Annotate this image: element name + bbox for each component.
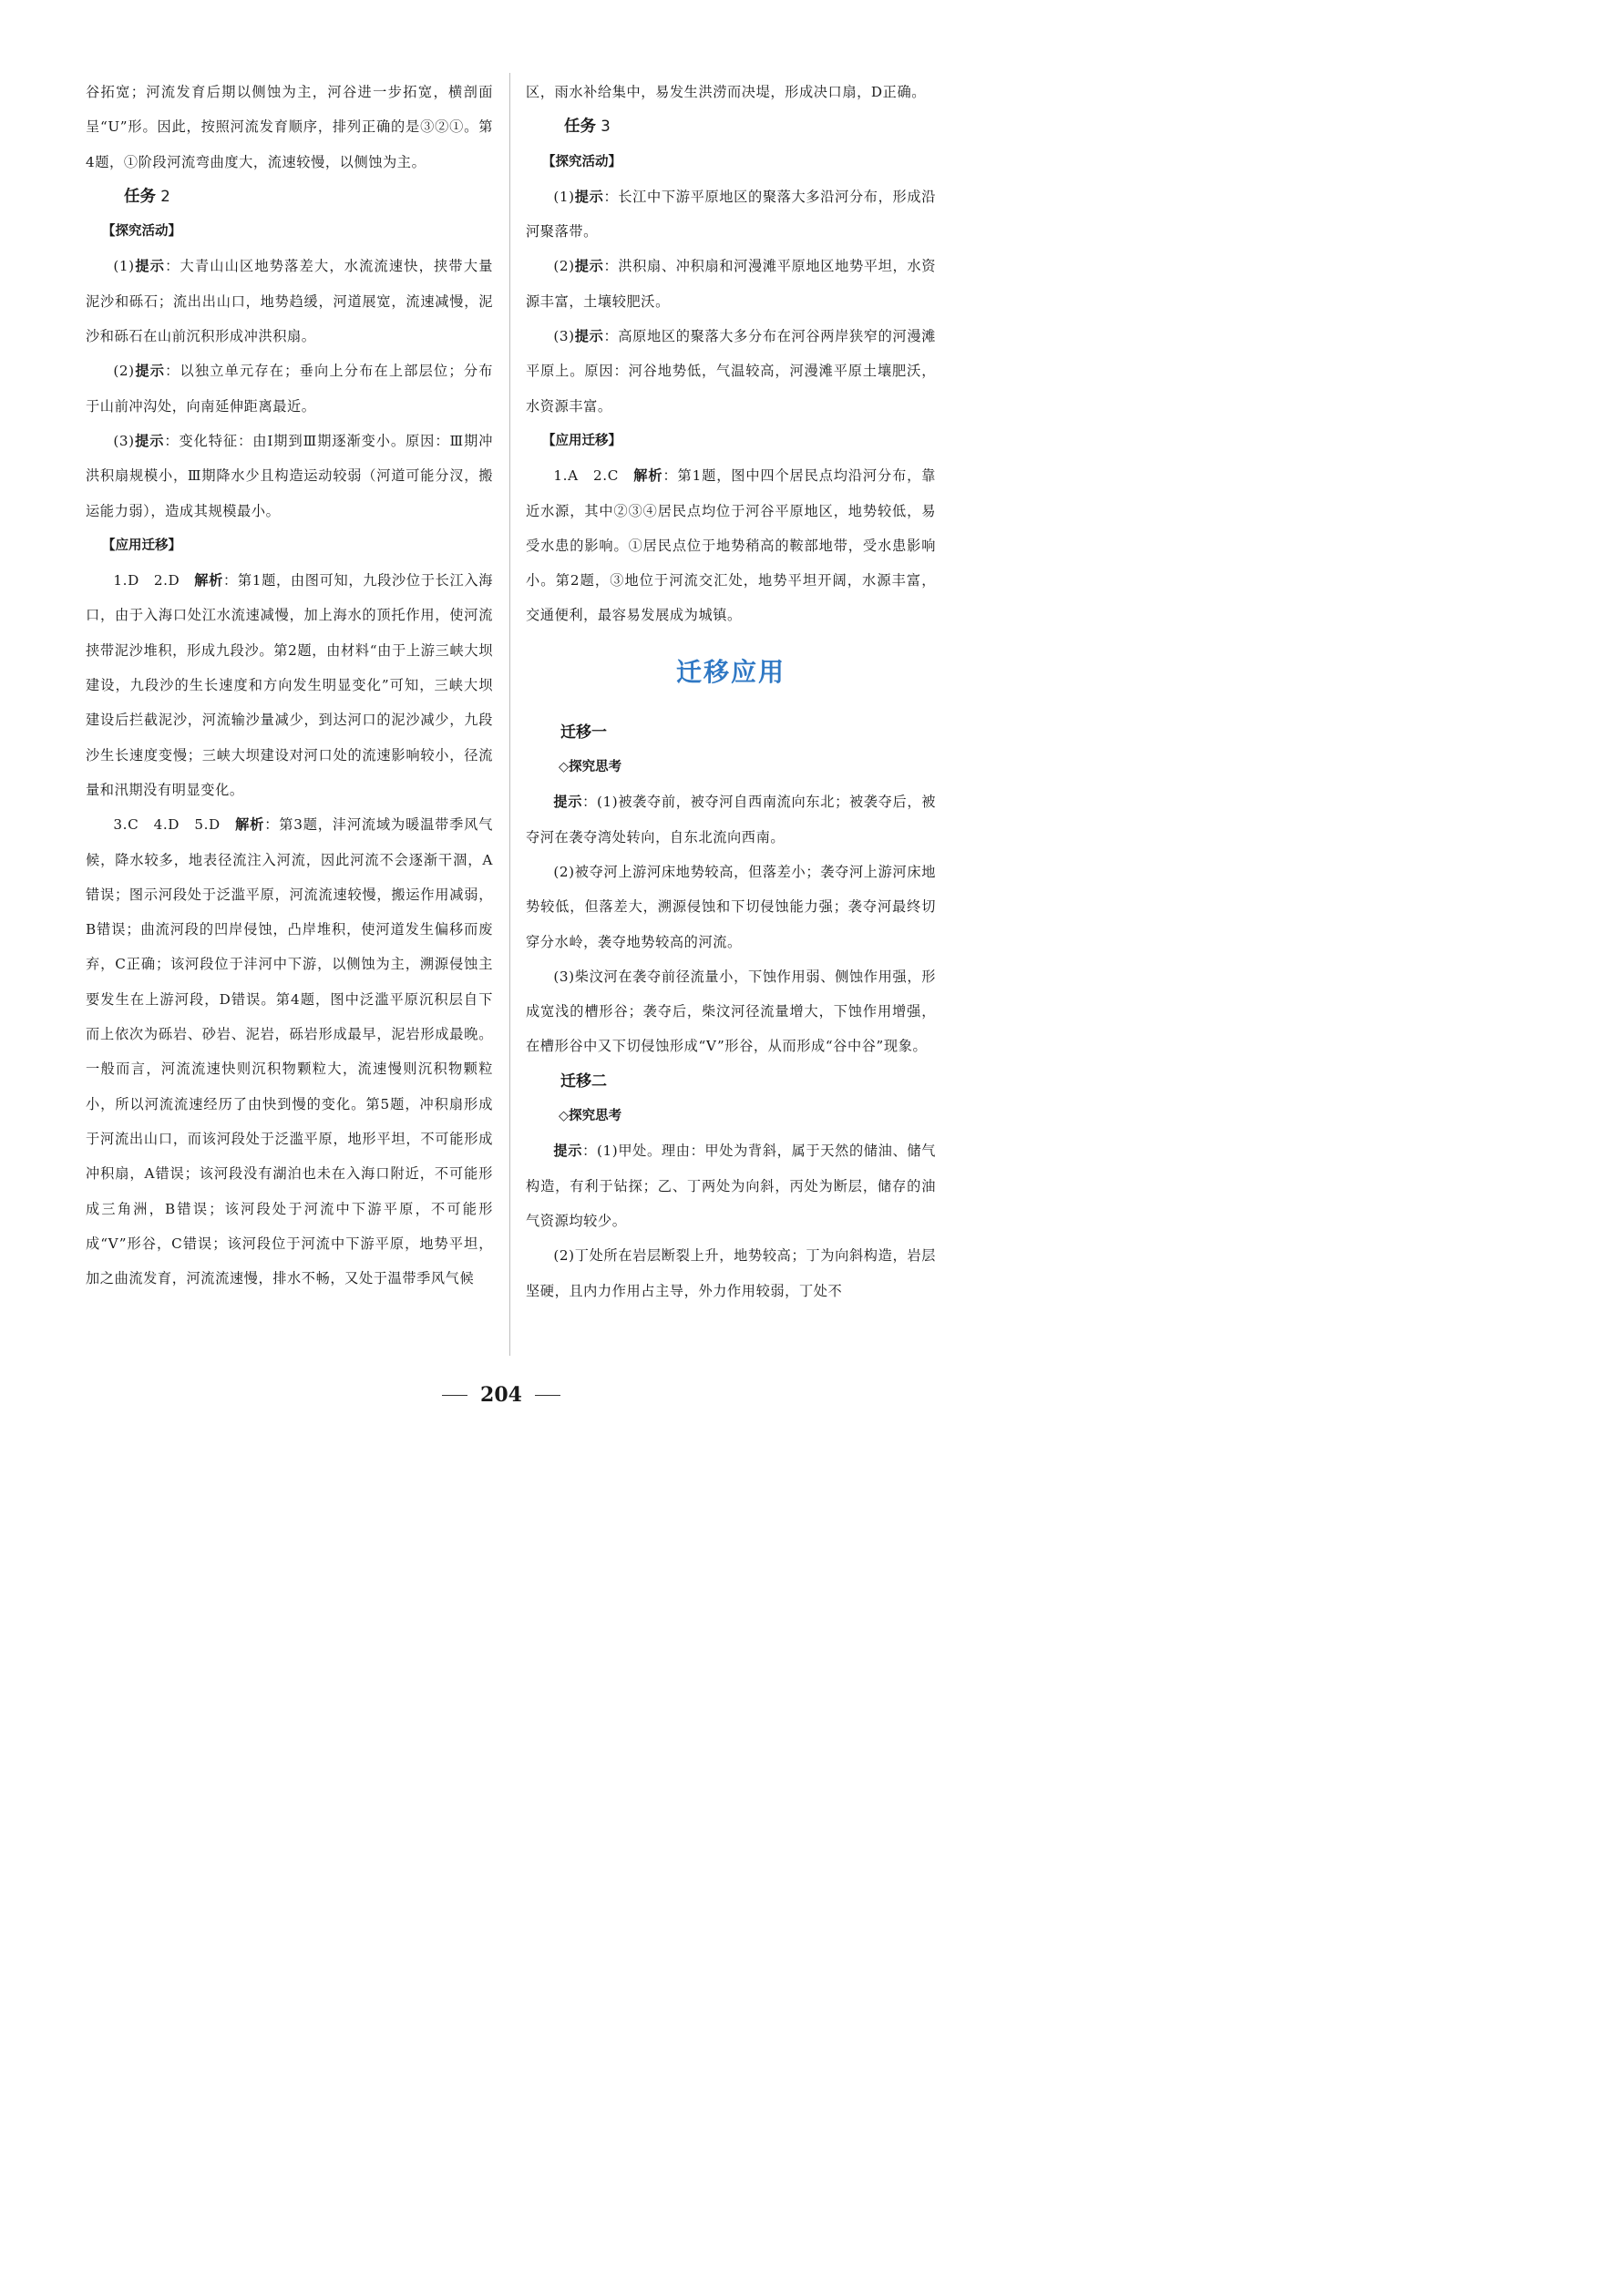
item-text: ：大青山山区地势落差大，水流流速快，挟带大量泥沙和砾石；流出出山口，地势趋缓，河道展宽，流速减慢，泥沙和砾石在山前沉积形成冲洪积扇。	[86, 258, 493, 345]
explore-activity-heading: 【探究活动】	[542, 154, 621, 169]
explore-think-heading: ◇探究思考	[559, 1109, 622, 1124]
item-text: ：(1)被袭夺前，被夺河自西南流向东北；被袭夺后，被夺河在袭夺湾处转向，自东北流向西南。	[526, 794, 936, 846]
analysis-text: ：第1题，由图可知，九段沙位于长江入海口，由于入海口处江水流速减慢，加上海水的顶托作用，使河流挟带泥沙堆积，形成九段沙。第2题，由材料“由于上游三峡大坝建设，九段沙的生长速度和方向发生明显变化”可知，三峡大坝建设后拦截泥沙，河流输沙量减少，到达河口的泥沙减少，九段沙生长速度变慢；三峡大坝建设对河口处的流速影响较小，径流量和汛期没有明显变化。	[86, 572, 493, 798]
explore-item-3	[86, 424, 493, 528]
item-text: ：以独立单元存在；垂向上分布在上部层位；分布于山前冲沟处，向南延伸距离最近。	[86, 363, 493, 415]
hint-keyword: 提示	[574, 258, 604, 275]
analysis-keyword: 解析	[633, 467, 663, 485]
task-2-heading	[124, 179, 493, 214]
task-number: 3	[601, 118, 611, 136]
page-footer	[0, 1383, 1002, 1420]
right-column	[526, 75, 936, 1308]
hint-keyword: 提示	[553, 794, 583, 811]
item-text: ：高原地区的聚落大多分布在河谷两岸狭窄的河漫滩平原上。原因：河谷地势低，气温较高，河漫滩平原土壤肥沃，水资源丰富。	[526, 328, 936, 415]
answer-block-1	[86, 563, 493, 807]
transfer-1-item-2: (2)被夺河上游河床地势较高，但落差小；袭夺河上游河床地势较低，但落差大，溯源侵蚀和下切侵蚀能力强；袭夺河最终切穿分水岭，袭夺地势较高的河流。	[526, 863, 936, 950]
footer-rule-right	[535, 1395, 560, 1396]
answer-keys: 1.A 2.C	[553, 467, 634, 485]
item-prefix: (2)	[113, 363, 135, 380]
transfer-1-item-3: (3)柴汶河在袭夺前径流量小，下蚀作用弱、侧蚀作用强，形成宽浅的槽形谷；袭夺后，柴汶河径流量增大，下蚀作用增强，在槽形谷中又下切侵蚀形成“V”形谷，从而形成“谷中谷”现象。	[526, 968, 936, 1055]
hint-keyword: 提示	[553, 1143, 583, 1160]
apply-transfer-heading: 【应用迁移】	[542, 433, 621, 448]
transfer-2-item-2: (2)丁处所在岩层断裂上升，地势较高；丁为向斜构造，岩层坚硬，且内力作用占主导，外力作用较弱，丁处不	[526, 1247, 936, 1299]
item-prefix: (3)	[113, 432, 135, 449]
task-label: 任务	[564, 118, 596, 137]
task-number: 2	[160, 187, 170, 205]
explore-item-3	[526, 319, 936, 424]
explore-item-2	[86, 354, 493, 424]
transfer-2-item-1	[526, 1133, 936, 1238]
explore-activity-heading: 【探究活动】	[102, 224, 181, 240]
analysis-text: ：第1题，图中四个居民点均沿河分布，靠近水源，其中②③④居民点均位于河谷平原地区，地势较低，易受水患的影响。①居民点位于地势稍高的鞍部地带，受水患影响小。第2题，③地位于河流交汇处，地势平坦开阔，水源丰富，交通便利，最容易发展成为城镇。	[526, 467, 936, 624]
item-prefix: (2)	[553, 258, 575, 275]
explore-item-1	[526, 179, 936, 250]
analysis-keyword: 解析	[235, 816, 265, 834]
item-prefix: (3)	[553, 328, 575, 345]
analysis-text: ：第3题，沣河流域为暖温带季风气候，降水较多，地表径流注入河流，因此河流不会逐渐干涸，A错误；图示河段处于泛滥平原，河流流速较慢，搬运作用减弱，B错误；曲流河段的凹岸侵蚀，凸岸堆积，使河道发生偏移而废弃，C正确；该河段位于沣河中下游，以侧蚀为主，溯源侵蚀主要发生在上游河段，D错误。第4题，图中泛滥平原沉积层自下而上依次为砾岩、砂岩、泥岩，砾岩形成最早，泥岩形成最晚。一般而言，河流流速快则沉积物颗粒大，流速慢则沉积物颗粒小，所以河流流速经历了由快到慢的变化。第5题，冲积扇形成于河流出山口，而该河段处于泛滥平原，地形平坦，不可能形成冲积扇，A错误；该河段没有湖泊也未在入海口附近，不可能形成三角洲，B错误；该河段处于河流中下游平原，不可能形成“V”形谷，C错误；该河段位于河流中下游平原，地势平坦，加之曲流发育，河流流速慢，排水不畅，又处于温带季风气候	[86, 816, 494, 1287]
item-text: ：变化特征：由Ⅰ期到Ⅲ期逐渐变小。原因：Ⅲ期冲洪积扇规模小，Ⅲ期降水少且构造运动较弱（河道可能分汊，搬运能力弱），造成其规模最小。	[86, 432, 493, 519]
right-paragraph-1: 区，雨水补给集中，易发生洪涝而决堤，形成决口扇，D正确。	[526, 84, 927, 100]
task-3-heading	[564, 109, 936, 144]
transfer-2-heading: 迁移二	[560, 1071, 607, 1091]
answer-block-3	[526, 458, 936, 632]
item-text: ：(1)甲处。理由：甲处为背斜，属于天然的储油、储气构造，有利于钻探；乙、丁两处为向斜，丙处为断层，储存的油气资源均较少。	[526, 1143, 936, 1229]
left-paragraph-1: 谷拓宽；河流发育后期以侧蚀为主，河谷进一步拓宽，横剖面呈“U”形。因此，按照河流发育顺序，排列正确的是③②①。第4题，①阶段河流弯曲度大，流速较慢，以侧蚀为主。	[86, 84, 493, 170]
item-prefix: (1)	[553, 188, 575, 205]
transfer-1-item-1	[526, 784, 936, 855]
item-prefix: (1)	[113, 258, 135, 275]
page-number: 204	[480, 1383, 522, 1407]
footer-rule-left	[442, 1395, 467, 1396]
left-column	[86, 75, 493, 1296]
apply-transfer-heading: 【应用迁移】	[102, 538, 181, 553]
explore-think-heading: ◇探究思考	[559, 760, 622, 775]
answer-keys: 1.D 2.D	[113, 572, 195, 589]
explore-item-1	[86, 249, 493, 354]
explore-item-2	[526, 249, 936, 319]
hint-keyword: 提示	[574, 188, 604, 205]
item-text: ：洪积扇、冲积扇和河漫滩平原地区地势平坦，水资源丰富，土壤较肥沃。	[526, 258, 936, 310]
transfer-1-heading: 迁移一	[560, 723, 607, 742]
answer-block-2	[86, 807, 493, 1296]
task-label: 任务	[124, 187, 156, 206]
section-title: 迁移应用	[675, 656, 786, 687]
column-divider	[509, 73, 510, 1356]
analysis-keyword: 解析	[194, 572, 223, 589]
hint-keyword: 提示	[134, 363, 166, 380]
hint-keyword: 提示	[134, 258, 166, 275]
hint-keyword: 提示	[574, 328, 604, 345]
hint-keyword: 提示	[134, 432, 165, 449]
item-text: ：长江中下游平原地区的聚落大多沿河分布，形成沿河聚落带。	[526, 188, 936, 241]
answer-keys: 3.C 4.D 5.D	[113, 816, 236, 834]
